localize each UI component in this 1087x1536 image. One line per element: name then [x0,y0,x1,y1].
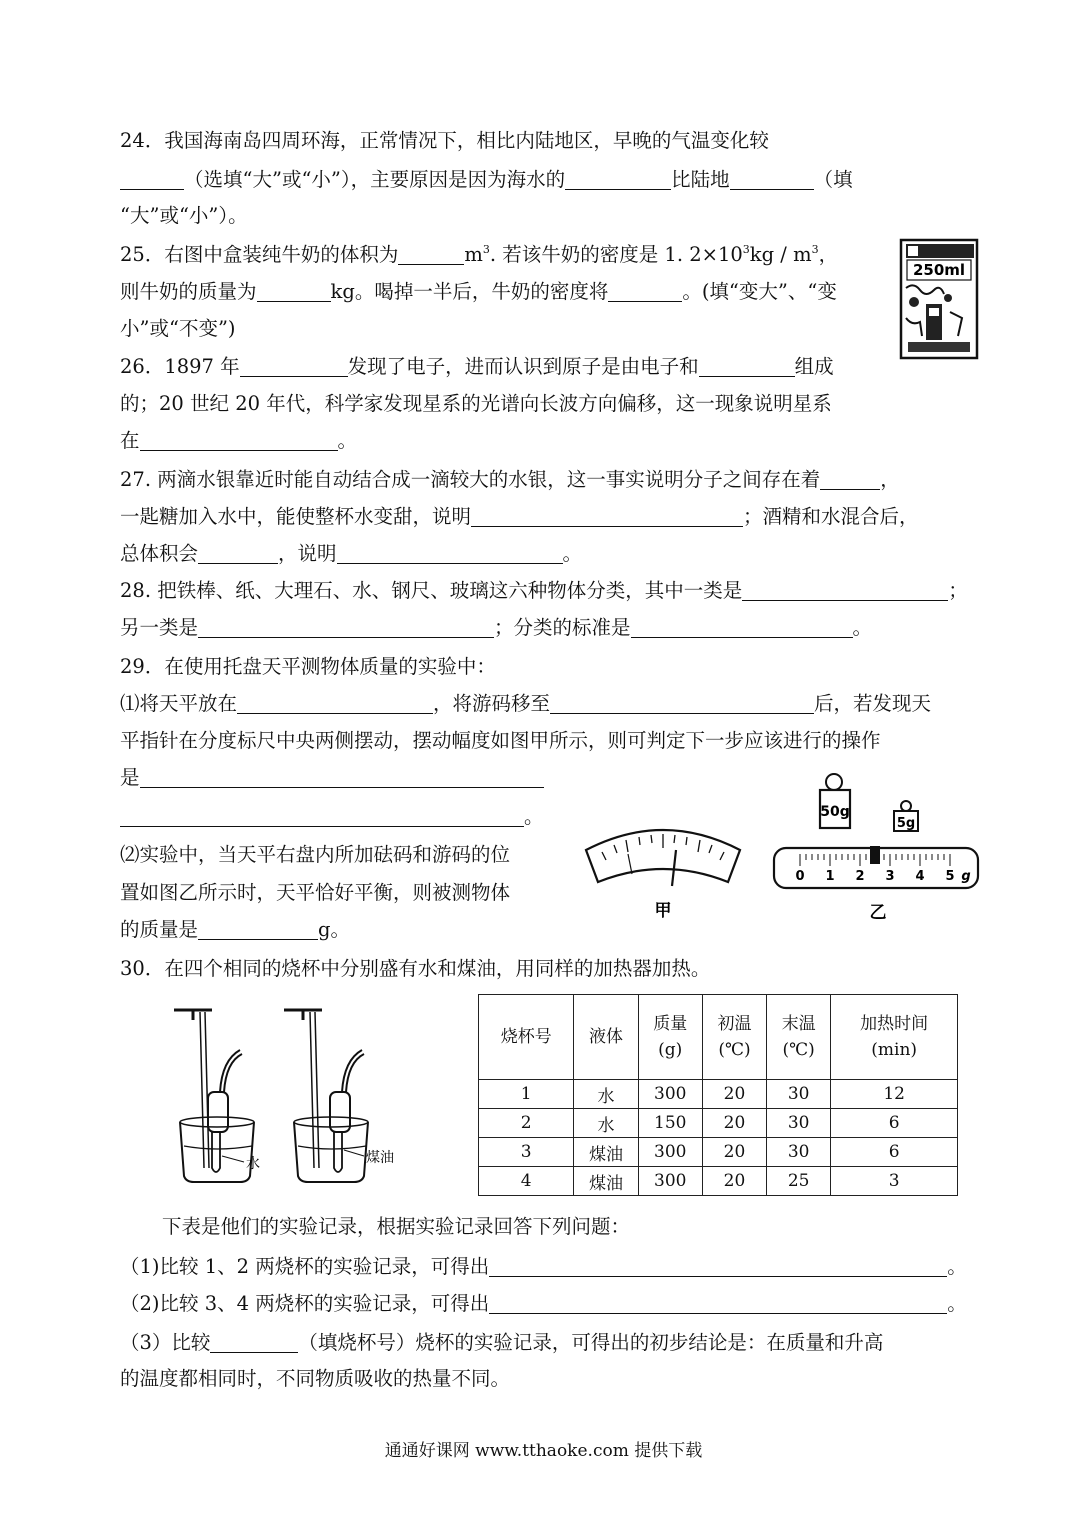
q25-text: 25．右图中盒装纯牛奶的体积为 [120,243,399,266]
milk-carton-figure [896,238,980,360]
weights-ruler-figure [770,770,982,922]
carton-volume-label: 250ml [912,261,966,279]
q30-text: （3）比较 [120,1331,211,1354]
q27-text: 总体积会 [120,542,199,565]
table-cell: 4 [479,1167,574,1196]
col-header-heating-time: 加热时间 (min) [831,995,958,1080]
q25-text: ， [818,243,839,266]
q29-text: ⑵实验中，当天平右盘内所加砝码和游码的位 [120,843,511,866]
answer-blank[interactable] [730,169,814,190]
answer-blank[interactable] [631,617,853,638]
q30-sub2 [120,1291,967,1317]
table-cell: 30 [767,1109,831,1138]
q24-text: （选填“大”或“小”），主要原因是因为海水的 [184,168,566,191]
oil-beaker [284,1010,394,1182]
q25-line1 [120,242,838,268]
table-header-row [479,995,958,1080]
q26-text: 发现了电子，进而认识到原子是由电子和 [347,355,699,378]
table-cell: 20 [702,1080,766,1109]
q26-text: 在 [120,429,140,452]
q30-text: 下表是他们的实验记录，根据实验记录回答下列问题： [162,1215,631,1238]
answer-blank[interactable] [140,767,544,788]
q25-text: m [464,243,483,266]
table-cell: 20 [702,1167,766,1196]
answer-blank[interactable] [140,430,338,451]
answer-blank[interactable] [120,806,524,827]
q30-intro [162,1214,630,1240]
weight-50g-label: 50g [820,804,850,820]
table-cell: 25 [767,1167,831,1196]
q27-text: 27. 两滴水银靠近时能自动结合成一滴较大的水银，这一事实说明分子之间存在着 [120,468,821,491]
q27-text: ，说明 [278,542,337,565]
q27-text: ， [880,468,900,491]
q29-p1-line1 [120,691,931,717]
table-row [479,1080,958,1109]
q29-text: g。 [318,918,350,941]
col-header-mass: 质量 (g) [638,995,702,1080]
q24-text: “大”或“小”）。 [120,204,248,227]
q28-text: ； [948,579,968,602]
q27-line1 [120,467,900,493]
q28-line1 [120,578,968,604]
label-water: 水 [246,1156,260,1172]
q30-text: （1)比较 1、2 两烧杯的实验记录，可得出 [120,1255,490,1278]
q26-text: 的；20 世纪 20 年代，科学家发现星系的光谱向长波方向偏移，这一现象说明星系 [120,392,832,415]
q30-text: 。 [947,1292,967,1315]
q28-text: 28. 把铁棒、纸、大理石、水、钢尺、玻璃这六种物体分类，其中一类是 [120,579,743,602]
ruler-tick-label: 0 [795,869,805,884]
table-cell: 30 [767,1138,831,1167]
q24-line3 [120,203,248,229]
q26-line1 [120,354,834,380]
answer-blank[interactable] [608,281,682,302]
answer-blank[interactable] [820,469,880,490]
q25-text: . 若该牛奶的密度是 1. 2×10 [489,243,743,266]
table-cell: 6 [831,1138,958,1167]
page-footer: 通通好课网 www.tthaoke.com 提供下载 [384,1441,703,1461]
col-header-beaker: 烧杯号 [479,995,574,1080]
ruler-unit-label: g [961,869,971,884]
label-kerosene: 煤油 [366,1150,394,1166]
answer-blank[interactable] [699,356,795,377]
q25-text: 则牛奶的质量为 [120,280,257,303]
table-row [479,1138,958,1167]
table-cell: 300 [638,1167,702,1196]
q24-text: （填 [813,168,853,191]
answer-blank[interactable] [210,1332,298,1353]
answer-blank[interactable] [237,693,433,714]
water-beaker [174,1010,260,1182]
q29-p2-line3 [120,917,350,943]
q26-text: 。 [337,429,358,452]
q24-line2 [120,167,853,193]
table-cell: 2 [479,1109,574,1138]
answer-blank[interactable] [489,1256,947,1277]
q28-text: ；分类的标准是 [494,616,631,639]
table-cell: 30 [767,1080,831,1109]
table-cell: 3 [479,1138,574,1167]
q30-text: 的温度都相同时，不同物质吸收的热量不同。 [120,1367,511,1390]
answer-blank[interactable] [565,169,671,190]
superscript: 3 [482,243,490,256]
q30-sub3-line2 [120,1366,510,1392]
table-cell: 20 [702,1109,766,1138]
q28-line2 [120,615,872,641]
answer-blank[interactable] [471,506,743,527]
table-cell: 3 [831,1167,958,1196]
superscript: 3 [811,243,819,256]
figure-label-jia: 甲 [654,901,672,921]
q25-line3 [120,316,236,342]
weight-5g-label: 5g [896,816,916,831]
q29-p2-line2 [120,880,510,906]
col-header-initial-temp: 初温 (℃) [702,995,766,1080]
answer-blank[interactable] [742,580,948,601]
table-cell: 煤油 [574,1167,638,1196]
table-cell: 300 [638,1138,702,1167]
q25-text: 。(填“变大”、“变 [682,280,837,303]
q24-line1 [120,128,769,154]
answer-blank[interactable] [240,356,348,377]
q29-title [120,654,496,680]
ruler-tick-label: 2 [855,869,865,884]
q26-line3 [120,428,357,454]
q29-text: 置如图乙所示时，天平恰好平衡，则被测物体 [120,881,511,904]
q29-text: 29．在使用托盘天平测物体质量的实验中： [120,655,496,678]
table-cell: 1 [479,1080,574,1109]
q30-text: 。 [947,1255,967,1278]
q29-text: 后，若发现天 [814,692,932,715]
q29-p1-line4 [120,804,544,830]
q29-p1-line3 [120,765,544,791]
q29-text: 的质量是 [120,918,199,941]
q27-line3 [120,541,582,567]
answer-blank[interactable] [489,1293,947,1314]
q24-text: 比陆地 [671,168,730,191]
table-cell: 6 [831,1109,958,1138]
q24-text: 24．我国海南岛四周环海，正常情况下，相比内陆地区，早晚的气温变化较 [120,129,769,152]
q27-text: ；酒精和水混合后， [743,505,919,528]
q30-sub3-line1 [120,1330,883,1356]
table-row [479,1167,958,1196]
q30-text: （2)比较 3、4 两烧杯的实验记录，可得出 [120,1292,490,1315]
q27-line2 [120,504,919,530]
table-cell: 水 [574,1080,638,1109]
figure-label-yi: 乙 [869,903,887,922]
col-header-liquid: 液体 [574,995,638,1080]
q29-text: 。 [524,805,544,828]
answer-blank[interactable] [550,693,814,714]
q28-text: 。 [852,616,873,639]
q28-text: 另一类是 [120,616,199,639]
q27-text: 一匙糖加入水中，能使整杯水变甜，说明 [120,505,472,528]
table-cell: 12 [831,1080,958,1109]
answer-blank[interactable] [337,543,563,564]
ruler-tick-label: 1 [825,869,835,884]
q25-text: 小”或“不变”) [120,317,236,340]
scale-dial-figure [582,816,744,922]
q26-line2 [120,391,832,417]
answer-blank[interactable] [198,617,494,638]
experiment-record-table [478,994,958,1196]
ruler-tick-label: 4 [915,869,925,884]
q30-text: 30．在四个相同的烧杯中分别盛有水和煤油，用同样的加热器加热。 [120,957,711,980]
q30-text: （填烧杯号）烧杯的实验记录，可得出的初步结论是：在质量和升高 [298,1331,884,1354]
answer-blank[interactable] [120,169,184,190]
q26-text: 组成 [794,355,834,378]
table-cell: 水 [574,1109,638,1138]
table-cell: 150 [638,1109,702,1138]
answer-blank[interactable] [257,281,331,302]
q29-text: ⑴将天平放在 [120,692,238,715]
q26-text: 26．1897 年 [120,355,240,378]
answer-blank[interactable] [398,244,464,265]
q25-text: kg。喝掉一半后，牛奶的密度将 [330,280,609,303]
q30-sub1 [120,1254,967,1280]
table-cell: 20 [702,1138,766,1167]
q29-p2-line1 [120,842,510,868]
ruler-tick-label: 3 [885,869,895,884]
q25-text: kg / m [749,243,812,266]
ruler-tick-label: 5 [945,869,955,884]
q29-text: ，将游码移至 [433,692,551,715]
q29-text: 平指针在分度标尺中央两侧摆动，摆动幅度如图甲所示，则可判定下一步应该进行的操作 [120,729,881,752]
q25-line2 [120,279,837,305]
q29-p1-line2 [120,728,881,754]
superscript: 3 [742,243,750,256]
col-header-final-temp: 末温 (℃) [767,995,831,1080]
table-cell: 煤油 [574,1138,638,1167]
q29-text: 是 [120,766,140,789]
beakers-figure [160,1000,416,1190]
table-row [479,1109,958,1138]
table-cell: 300 [638,1080,702,1109]
answer-blank[interactable] [198,919,318,940]
q27-text: 。 [562,542,583,565]
q30-title [120,956,710,982]
answer-blank[interactable] [198,543,278,564]
